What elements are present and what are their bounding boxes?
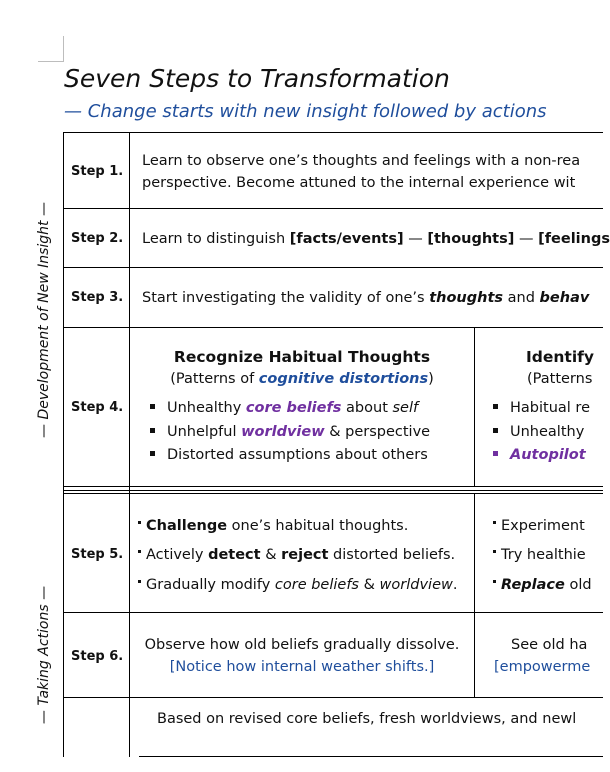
table-column-divider xyxy=(474,493,475,697)
step-2-label: Step 2. xyxy=(71,231,124,246)
bullet-icon xyxy=(493,521,496,524)
step-4-left-subheading: (Patterns of cognitive distortions) xyxy=(170,371,434,387)
step-4-right-bullet-2: Unhealthy xyxy=(493,424,584,440)
table-column-divider xyxy=(474,327,475,486)
step-4-left-bullet-1: Unhealthy core beliefs about self xyxy=(150,400,418,416)
step-1-line-1: Learn to observe one’s thoughts and feelings with a non-rea xyxy=(142,153,581,169)
step-2-text: Learn to distinguish [facts/events] — [thoughts] — [feelings xyxy=(142,231,610,247)
step-5-left-line-2: Actively detect & reject distorted beliefs. xyxy=(138,547,455,563)
bullet-icon xyxy=(138,521,141,524)
side-label-insight: — Development of New Insight — xyxy=(36,202,52,438)
step-6-right-line-1: See old ha xyxy=(511,637,588,653)
bullet-icon xyxy=(493,451,498,456)
step-4-right-bullet-3: Autopilot xyxy=(493,447,586,463)
bullet-icon xyxy=(150,428,155,433)
table-rule xyxy=(63,132,603,133)
step-4-left-bullet-3: Distorted assumptions about others xyxy=(150,447,428,463)
step-5-right-line-3: Replace old xyxy=(493,577,592,593)
bullet-icon xyxy=(493,428,498,433)
step-1-line-2: perspective. Become attuned to the internal experience wit xyxy=(142,175,576,191)
step-4-right-subheading: (Patterns xyxy=(527,371,593,387)
step-4-right-bullet-1: Habitual re xyxy=(493,400,590,416)
table-rule xyxy=(63,486,603,487)
table-rule xyxy=(63,490,603,491)
bullet-icon xyxy=(138,580,141,583)
step-5-right-line-1: Experiment xyxy=(493,518,585,534)
table-rule xyxy=(63,493,603,494)
step-5-left-line-1: Challenge one’s habitual thoughts. xyxy=(138,518,408,534)
table-border-left xyxy=(63,132,64,757)
table-rule xyxy=(63,208,603,209)
bullet-icon xyxy=(150,404,155,409)
step-5-left-line-3: Gradually modify core beliefs & worldview. xyxy=(138,577,457,593)
step-5-right-line-2: Try healthie xyxy=(493,547,586,563)
page-corner-mark xyxy=(38,36,64,62)
step-6-left-line-1: Observe how old beliefs gradually dissolve. xyxy=(144,637,460,653)
bullet-icon xyxy=(493,580,496,583)
step-4-left-heading: Recognize Habitual Thoughts xyxy=(173,348,431,366)
table-rule xyxy=(63,327,603,328)
step-4-left-bullet-2: Unhelpful worldview & perspective xyxy=(150,424,430,440)
step-6-left-line-2: [Notice how internal weather shifts.] xyxy=(169,659,435,675)
step-4-right-heading: Identify xyxy=(526,348,594,366)
table-rule xyxy=(63,697,603,698)
steps-table xyxy=(63,132,610,772)
document-subtitle: — Change starts with new insight followed by actions xyxy=(64,101,547,122)
step-5-label: Step 5. xyxy=(71,547,124,562)
step-6-right-line-2: [empowerme xyxy=(494,659,591,675)
step-7-text: Based on revised core beliefs, fresh worldviews, and newl xyxy=(157,711,577,727)
side-label-actions: — Taking Actions — xyxy=(36,585,52,725)
bullet-icon xyxy=(150,451,155,456)
step-4-label: Step 4. xyxy=(71,400,124,415)
step-6-label: Step 6. xyxy=(71,649,124,664)
step-1-label: Step 1. xyxy=(71,164,124,179)
bullet-icon xyxy=(493,404,498,409)
table-rule xyxy=(139,756,603,757)
bullet-icon xyxy=(138,550,141,553)
table-rule xyxy=(63,267,603,268)
document-title: Seven Steps to Transformation xyxy=(64,64,450,93)
table-rule xyxy=(63,612,603,613)
step-3-label: Step 3. xyxy=(71,290,124,305)
step-3-text: Start investigating the validity of one’s thoughts and behav xyxy=(142,290,590,306)
bullet-icon xyxy=(493,550,496,553)
